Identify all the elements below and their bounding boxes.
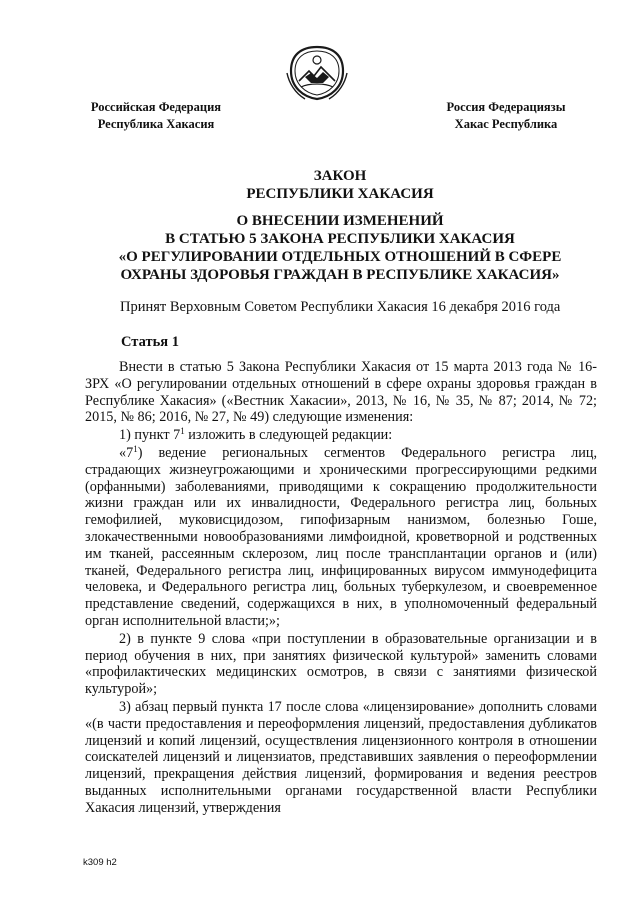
header-right-khakas: Россия Федерациязы Хакас Республика bbox=[446, 100, 566, 131]
law-title: ЗАКОН РЕСПУБЛИКИ ХАКАСИЯ bbox=[246, 168, 434, 202]
law-subtitle: О ВНЕСЕНИИ ИЗМЕНЕНИЙ В СТАТЬЮ 5 ЗАКОНА РЕСПУБЛИКИ ХАКАСИЯ «О РЕГУЛИРОВАНИИ ОТДЕЛЬНЫХ ОТНОШЕНИЙ В СФЕРЕ ОХРАНЫ ЗДОРОВЬЯ ГРАЖДАН В РЕСПУБЛИКЕ ХАКАСИЯ» bbox=[118, 213, 562, 283]
coat-of-arms-emblem bbox=[283, 43, 351, 103]
paragraph-new-text: «$7^1$) ведение региональных сегментов Федерального регистра лиц, страдающих жизнеугрожающими и хроническими прогрессирующими редкими (орфанными) заболеваниями, приводящими к сокращению продолжительности жизни граждан или их инвалидности, Федерального регистра лиц, больных гемофилией, муковисцидозом, гипофизарным нанизмом, болезнью Гоше, злокачественными новообразованиями лимфоидной, кроветворной и родственных им тканей, рассеянным склерозом, лиц после трансплантации органов и (или) тканей, Федерального регистра лиц, инфицированных вирусом иммунодефицита человека, и Федерального регистра лиц, больных туберкулезом, и своевременное представление сведений, содержащихся в них, в уполномоченный федеральный орган исполнительной власти;»; bbox=[85, 443, 597, 629]
adoption-line: Принят Верховным Советом Республики Хакасия 16 декабря 2016 года bbox=[120, 299, 561, 315]
paragraph-item-1: 1) пункт $7^1$ изложить в следующей редакции: bbox=[119, 426, 393, 444]
header-left-russian: Российская Федерация Республика Хакасия bbox=[90, 100, 222, 131]
paragraph-item-3: 3) абзац первый пункта 17 после слова «лицензирование» дополнить словами «(в части предоставления и переоформления лицензий, предоставления дубликатов лицензий и копий лицензий, осуществления лицензионного контроля в отношении соискателей лицензий и лицензиатов, представивших заявления о переоформлении лицензий, прекращения действия лицензий, формирования и ведения реестров выданных исполнительными органами государственной власти Республики Хакасия лицензий, утверждения bbox=[85, 698, 597, 816]
article-body bbox=[85, 359, 597, 818]
article-heading: Статья 1 bbox=[121, 334, 179, 350]
paragraph-item-2: 2) в пункте 9 слова «при поступлении в образовательные организации и в период обучения в них, при занятиях физической культурой» заменить словами «профилактических медицинских осмотров, в связи с занятиями физической культурой»; bbox=[85, 630, 597, 698]
paragraph-intro: Внести в статью 5 Закона Республики Хакасия от 15 марта 2013 года № 16-ЗРХ «О регулировании отдельных отношений в сфере охраны здоровья граждан в Республике Хакасия» («Вестник Хакасии», 2013, № 16, № 35, № 87; 2014, № 72; 2015, № 86; 2016, № 27, № 49) следующие изменения: bbox=[85, 359, 597, 426]
document-code: k309 h2 bbox=[83, 857, 117, 868]
